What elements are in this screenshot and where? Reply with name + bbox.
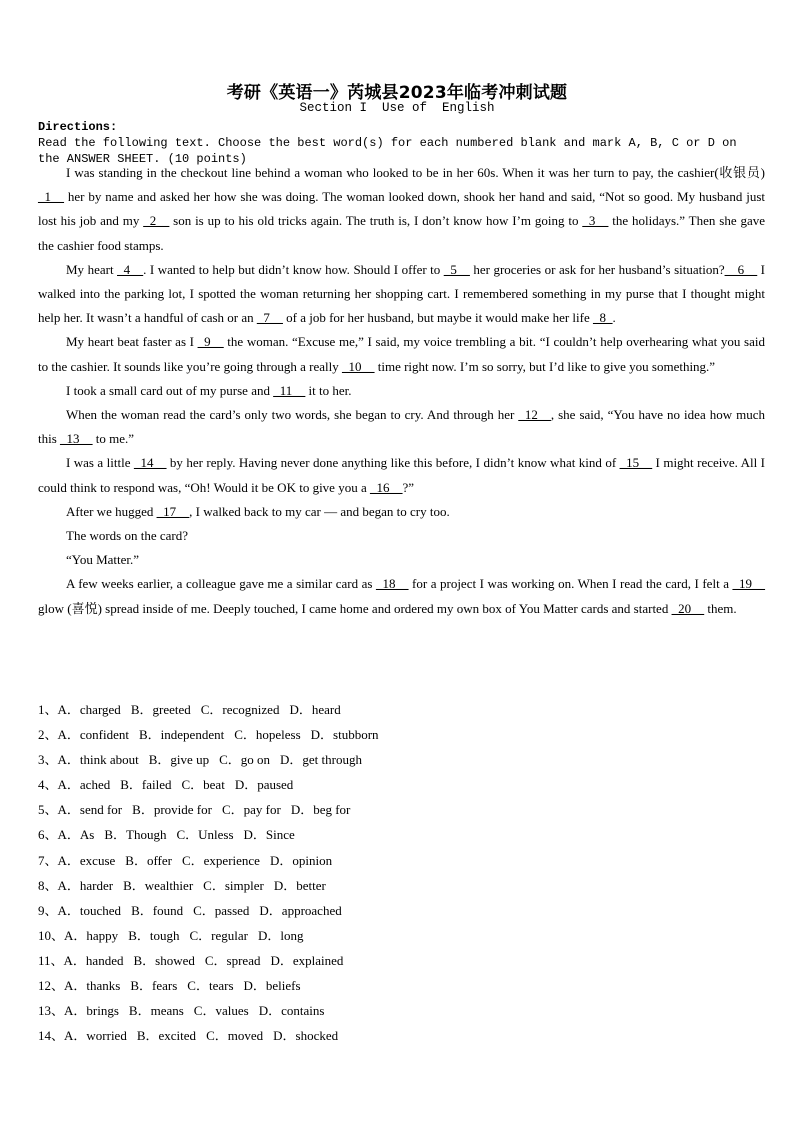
question-row <box>38 998 758 1023</box>
passage-paragraph <box>38 379 765 403</box>
passage-text: glow (喜悦) spread inside of me. Deeply touched, I came home and ordered my own box of You Matter cards and started <box>38 600 672 616</box>
answer-option: B．independent <box>139 727 225 743</box>
answer-option: A．As <box>57 827 95 843</box>
passage-text: I was standing in the checkout line behind a woman who looked to be in her 60s. When it was her turn to pay, the cashier(收银员) <box>66 165 765 180</box>
passage-paragraph <box>38 161 765 258</box>
question-row <box>38 898 758 923</box>
answer-option: A．think about <box>57 752 139 768</box>
answer-blank: _15__ <box>619 455 653 471</box>
answer-option: A．touched <box>57 902 122 918</box>
passage-paragraph <box>38 403 765 451</box>
answer-option: A．happy <box>64 927 119 943</box>
passage-paragraph <box>38 258 765 331</box>
question-number: 10、 <box>38 927 65 943</box>
answer-option: C．passed <box>193 902 250 918</box>
question-row <box>38 772 758 797</box>
question-row <box>38 822 758 847</box>
answer-option: D．stubborn <box>310 727 379 743</box>
answer-blank: _19__ <box>732 576 766 592</box>
passage-text: the woman. “Excuse me,” I said, my voice trembling a bit. “I couldn’t help overhearing what you said to the cashier. It sounds like you’re going through a really <box>38 334 765 374</box>
question-number: 9、 <box>38 902 58 918</box>
passage-text: “You Matter.” <box>66 552 140 568</box>
question-row <box>38 873 758 898</box>
answer-blank: __6__ <box>724 261 758 277</box>
answer-option: D．get through <box>280 752 362 768</box>
directions-block <box>38 119 758 167</box>
answer-option: C．beat <box>181 777 225 793</box>
passage-text: ?” <box>402 479 415 495</box>
answer-option: A．send for <box>57 802 123 818</box>
answer-option: C．hopeless <box>234 727 301 743</box>
passage-text: I walked into the parking lot, I spotted the woman returning her shopping cart. I remembered something in my purse that I thought might help her. It wasn’t a handful of cash or an <box>38 261 765 326</box>
answer-option: B．found <box>131 902 184 918</box>
passage-paragraph <box>38 548 765 572</box>
answer-blank: _5__ <box>443 261 470 277</box>
answer-blank: _10__ <box>341 358 375 374</box>
answer-option: D．approached <box>259 902 342 918</box>
answer-option: A．handed <box>63 952 124 968</box>
answer-option: A．harder <box>57 877 114 893</box>
answer-option: A．thanks <box>64 978 121 994</box>
passage-text: her by name and asked her how she was doing. The woman looked down, shook her hand and said, “Not so good. My husband just lost his job and my <box>38 189 765 229</box>
passage-text: After we hugged <box>66 503 157 519</box>
passage-text: them. <box>704 600 737 616</box>
question-number: 2、 <box>38 727 58 743</box>
answer-blank: _20__ <box>671 600 705 616</box>
answer-option: C．simpler <box>203 877 264 893</box>
question-number: 14、 <box>38 1028 65 1044</box>
answer-option: D．paused <box>234 777 294 793</box>
answer-option: C．Unless <box>176 827 234 843</box>
question-number: 12、 <box>38 978 65 994</box>
answer-option: D．beliefs <box>243 978 301 994</box>
passage-text: When the woman read the card’s only two words, she began to cry. And through her <box>66 407 519 423</box>
directions-text: Read the following text. Choose the best word(s) for each numbered blank and mark A, B, C or D on the ANSWER SHEET. (10 points) <box>38 136 737 166</box>
answer-option: A．confident <box>57 727 129 743</box>
passage-text: My heart beat faster as I <box>66 334 198 350</box>
answer-option: C．go on <box>219 752 270 768</box>
answer-option: A．charged <box>57 702 121 717</box>
question-row <box>38 1023 758 1048</box>
answer-option: C．pay for <box>221 802 281 818</box>
question-list <box>38 697 758 1048</box>
passage-text: for a project I was working on. When I read the card, I felt a <box>408 576 733 592</box>
answer-option: C．spread <box>204 952 261 968</box>
answer-option: B．means <box>128 1003 184 1019</box>
answer-option: D．opinion <box>269 852 333 868</box>
page-title: 考研《英语一》芮城县2023年临考冲刺试题 <box>226 83 568 103</box>
passage-text: to me.” <box>92 431 135 447</box>
question-number: 5、 <box>38 802 58 818</box>
answer-option: B．failed <box>120 777 172 793</box>
passage-text: , she said, “You have no idea how much this <box>38 407 765 447</box>
passage-text: the holidays.” Then she gave the cashier food stamps. <box>38 213 765 253</box>
reading-passage <box>38 161 765 621</box>
passage-paragraph <box>38 500 765 524</box>
question-row <box>38 848 758 873</box>
answer-option: C．experience <box>181 852 260 868</box>
passage-text: My heart <box>66 261 118 277</box>
passage-text: I was a little <box>66 455 134 471</box>
passage-text: time right now. I’m so sorry, but I’d like to give you something.” <box>374 358 716 374</box>
question-number: 4、 <box>38 777 58 793</box>
passage-paragraph <box>38 451 765 499</box>
answer-option: D．beg for <box>290 802 351 818</box>
question-row <box>38 697 758 722</box>
question-row <box>38 797 758 822</box>
passage-text: The words on the card? <box>66 528 189 544</box>
answer-blank: _2__ <box>143 213 170 229</box>
passage-text: , I walked back to my car — and began to cry too. <box>189 503 450 519</box>
answer-blank: _17__ <box>156 503 190 519</box>
passage-text: of a job for her husband, but maybe it would make her life <box>282 310 593 326</box>
passage-text: I might receive. All I could think to respond was, “Oh! Would it be OK to give you a <box>38 455 765 495</box>
answer-option: B．Though <box>104 827 167 843</box>
answer-option: A．excuse <box>57 852 116 868</box>
answer-blank: _18__ <box>375 576 409 592</box>
answer-option: D．better <box>273 877 326 893</box>
question-number: 8、 <box>38 877 58 893</box>
question-number: 3、 <box>38 752 58 768</box>
question-number: 7、 <box>38 852 58 868</box>
question-row <box>38 747 758 772</box>
passage-text: it to her. <box>305 382 352 398</box>
question-row <box>38 722 758 747</box>
answer-option: B．showed <box>133 952 195 968</box>
directions-label: Directions: <box>38 120 118 134</box>
question-row <box>38 948 758 973</box>
answer-blank: _13__ <box>60 431 93 447</box>
question-row <box>38 923 758 948</box>
answer-option: C．recognized <box>200 702 280 717</box>
question-number: 1、 <box>38 702 58 717</box>
answer-blank: _14__ <box>133 455 167 471</box>
passage-text: I took a small card out of my purse and <box>66 382 274 398</box>
answer-option: A．brings <box>64 1003 119 1019</box>
passage-text: son is up to his old tricks again. The truth is, I don’t know how I’m going to <box>169 213 583 229</box>
answer-blank: _7__ <box>256 310 283 326</box>
answer-option: B．wealthier <box>123 877 194 893</box>
answer-option: D．heard <box>289 702 341 717</box>
answer-option: D．shocked <box>273 1028 339 1044</box>
answer-option: B．provide for <box>132 802 212 818</box>
passage-paragraph <box>38 524 765 548</box>
answer-option: A．worried <box>64 1028 127 1044</box>
answer-option: A．ached <box>57 777 111 793</box>
answer-option: D．contains <box>258 1003 325 1019</box>
answer-option: B．offer <box>125 852 172 868</box>
answer-blank: _9__ <box>197 334 224 350</box>
answer-option: B．greeted <box>130 702 191 717</box>
passage-paragraph <box>38 330 765 378</box>
passage-text: by her reply. Having never done anything like this before, I didn’t know what kind of <box>166 455 620 471</box>
section-subtitle: Section I Use of English <box>299 101 495 115</box>
passage-text: . I wanted to help but didn’t know how. Should I offer to <box>143 261 444 277</box>
question-number: 11、 <box>38 952 64 968</box>
passage-text: her groceries or ask for her husband’s situation? <box>469 261 725 277</box>
passage-text: . <box>612 310 616 326</box>
answer-option: C．regular <box>189 927 248 943</box>
answer-option: B．fears <box>130 978 178 994</box>
question-row <box>38 973 758 998</box>
question-number: 13、 <box>38 1003 65 1019</box>
passage-paragraph <box>38 572 765 620</box>
answer-blank: _4__ <box>117 261 144 277</box>
answer-option: B．tough <box>128 927 180 943</box>
answer-option: B．excited <box>136 1028 197 1044</box>
answer-blank: _1__ <box>38 189 64 205</box>
answer-blank: _16__ <box>369 479 403 495</box>
answer-option: D．long <box>257 927 304 943</box>
passage-text: A few weeks earlier, a colleague gave me a similar card as <box>66 576 376 592</box>
answer-blank: _12__ <box>518 407 551 423</box>
answer-option: B．give up <box>148 752 210 768</box>
answer-blank: _3__ <box>582 213 609 229</box>
answer-option: D．Since <box>243 827 295 843</box>
answer-blank: _8_ <box>593 310 613 326</box>
answer-option: C．moved <box>206 1028 264 1044</box>
answer-option: C．values <box>193 1003 249 1019</box>
answer-option: D．explained <box>270 952 344 968</box>
question-number: 6、 <box>38 827 58 843</box>
answer-option: C．tears <box>187 978 234 994</box>
answer-blank: _11__ <box>273 382 306 398</box>
